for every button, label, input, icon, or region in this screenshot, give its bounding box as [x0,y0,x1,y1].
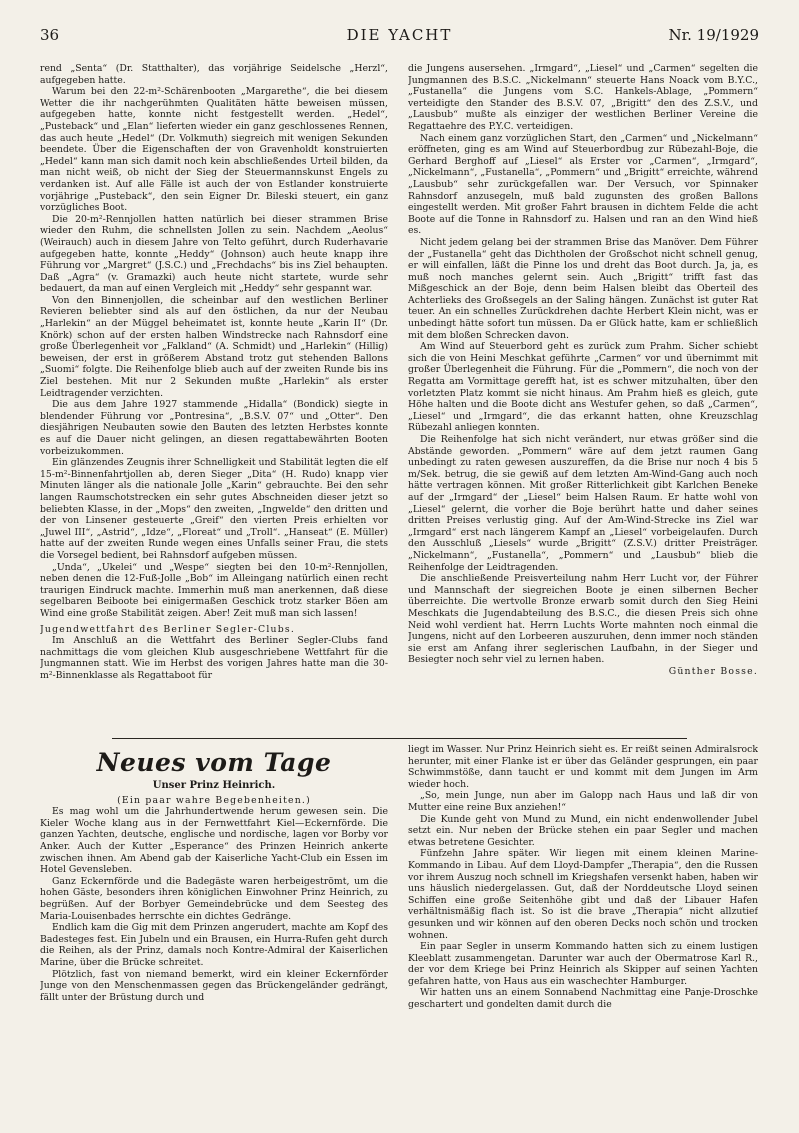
paragraph: Ganz Eckernförde und die Badegäste waren herbeigeströmt, um die hohen Gäste, besonders ihren königlichen Einwohner Prinz Heinrich, zu begrüßen. Auf der Borbyer Gemeindebrücke und dem Seesteg des Maria-Louisenbades herrschte ein dichtes Gedränge. [40,875,388,922]
section-heading: Jugendwettfahrt des Berliner Segler-Clubs. [40,623,295,635]
section-divider [112,738,687,739]
paragraph: „So, mein Junge, nun aber im Galopp nach Haus und laß dir von Mutter eine reine Bux anziehen!“ [408,790,758,813]
paragraph: Wir hatten uns an einem Sonnabend Nachmittag eine Panje-Droschke geschartert und gondelten damit durch die [408,987,758,1011]
regatta-report-left-column [40,63,388,721]
paragraph: Plötzlich, fast von niemand bemerkt, wird ein kleiner Eckernförder Junge von den Menschenmassen gegen das Brückengeländer gedrängt, fällt unter der Brüstung durch und [40,968,388,1003]
issue-number: Nr. 19/1929 [668,26,759,44]
paragraph: die Jungens ausersehen. „Irmgard“, „Liesel“ und „Carmen“ segelten die Jungmannen des B.S.C. „Nickelmann“ steuerte Hans Noack vom B.Y.C., „Fustanella“ die Jungens vom S.C. Hankels-Ablage, „Pommern“ verteidigte den Stander des B.S.V. 07, „Brigitt“ den des Z.S.V., und „Lausbub“ mußte als einziger der westlichen Berliner Vereine die Regattaehre des P.Y.C. verteidigen. [408,63,758,132]
news-right-column [408,744,758,1114]
paragraph: rend „Senta“ (Dr. Statthalter), das vorjährige Seidelsche „Herzl“, aufgegeben hatte. [40,63,388,86]
news-left-column [40,744,388,1114]
journal-title: DIE YACHT [346,26,453,44]
section-title: Neues vom Tage [96,748,332,777]
regatta-report-right-column [408,63,758,731]
page-number: 36 [40,26,60,44]
article-title: Unser Prinz Heinrich. [152,780,276,791]
paragraph: Von den Binnenjollen, die scheinbar auf den westlichen Berliner Revieren beliebter sind als auf den östlichen, da nur der Neubau „Harlekin“ an der Müggel beheimatet ist, konnte heute „Karin II“ (Dr. Knörk) schon auf der ersten halben Windstrecke nach Rahnsdorf eine große Überlegenheit vor „Falkland“ (A. Schmidt) und „Harlekin“ (Hillig) beweisen, der erst in größerem Abstand trotz gut stehenden Ballons „Suomi“ folgte. Die Reihenfolge blieb auch auf der zweiten Runde bis ins Ziel bestehen. Mit nur 2 Sekunden mußte „Harlekin“ als erster Leidtragender verzichten. [40,294,388,399]
paragraph: Die Reihenfolge hat sich nicht verändert, nur etwas größer sind die Abstände geworden. „Pommern“ wäre auf dem jetzt raumen Gang unbedingt zu raten gewesen auszureffen, da die Brise nur noch 4 bis 5 m/Sek. betrug, die sie gewiß auf dem letzten Am-Wind-Gang auch noch hätte vertragen können. Mit großer Ritterlichkeit gibt Karlchen Beneke auf der „Irmgard“ der „Liesel“ beim Halsen Raum. Er hatte wohl von „Liesel“ gelernt, die vorher die Boje berührt hatte und daher seines dritten Preises verlustig ging. Auf der Am-Wind-Strecke ins Ziel war „Irmgard“ erst nach längerem Kampf an „Liesel“ vorbeigelaufen. Durch den Ausschluß „Liesels“ wurde „Brigitt“ (Z.S.V.) dritter Preisträger. „Nickelmann“, „Fustanella“, „Pommern“ und „Lausbub“ blieb die Reihenfolge der Leidtragenden. [408,434,758,573]
paragraph: Es mag wohl um die Jahrhundertwende herum gewesen sein. Die Kieler Woche klang aus in der Fernwettfahrt Kiel—Eckernförde. Die ganzen Yachten, deutsche, englische und nordische, lagen vor Borby vor Anker. Auch der Kutter „Esperance“ des Prinzen Heinrich ankerte zwischen ihnen. Am Abend gab der Kaiserliche Yacht-Club ein Essen im Hotel Gevensleben. [40,806,388,876]
page-header [0,20,799,42]
paragraph: Die Kunde geht von Mund zu Mund, ein nicht endenwollender Jubel setzt ein. Nur neben der Brücke stehen ein paar Segler und machen etwas betretene Gesichter. [408,813,758,848]
paragraph: liegt im Wasser. Nur Prinz Heinrich sieht es. Er reißt seinen Admiralsrock herunter, mit einer Flanke ist er über das Geländer gesprungen, ein paar Schwimmstöße, dann taucht er und kommt mit dem Jungen im Arm wieder hoch. [408,744,758,790]
author-signature: Günther Bosse. [668,665,758,677]
paragraph: Die anschließende Preisverteilung nahm Herr Lucht vor, der Führer und Mannschaft der siegreichen Boote je einen silbernen Becher überreichte. Die wertvolle Bronze erwarb somit durch den Sieg Heini Meschkats die Jugendabteilung des B.S.C., die diesen Preis sich ohne Neid wohl verdient hat. Herrn Luchts Worte mahnten noch einmal die Jungens, nicht auf den Lorbeeren auszuruhen, denn immer noch ständen sie erst am Anfang ihrer seglerischen Laufbahn, in der Sieger und Besiegter noch sehr viel zu lernen haben. [408,573,758,666]
article-kicker: (Ein paar wahre Begebenheiten.) [117,794,311,806]
paragraph: Die 20-m²-Rennjollen hatten natürlich bei dieser strammen Brise wieder den Ruhm, die schnellsten Jollen zu sein. Nachdem „Aeolus“ (Weirauch) auch in diesem Jahre von Telto geführt, durch Ruderhavarie aufgegeben hatte, konnte „Heddy“ (Johnson) auch heute knapp ihre Führung vor „Margret“ (J.S.C.) und „Frechdachs“ bis ins Ziel behaupten. Daß „Agra“ (v. Gramazki) auch heute nicht startete, wurde sehr bedauert, da man auf einen Vergleich mit „Heddy“ sehr gespannt war. [40,213,388,295]
paragraph: Endlich kam die Gig mit dem Prinzen angerudert, machte am Kopf des Badesteges fest. Ein Jubeln und ein Brausen, ein Hurra-Rufen geht durch die Reihen, als der Prinz, damals noch Kontre-Admiral der Kaiserlichen Marine, über die Brücke schreitet. [40,922,388,968]
paragraph: Nicht jedem gelang bei der strammen Brise das Manöver. Dem Führer der „Fustanella“ geht das Dichtholen der Großschot nicht schnell genug, er will einfallen, läßt die Pinne los und dreht das Boot durch. Ja, ja, es muß noch manches gelernt sein. Auch „Brigitt“ trifft fast das Mißgeschick an der Boje, denn beim Halsen bleibt das Oberteil des Achterlieks des Großsegels an der Saling hängen. Zunächst ist guter Rat teuer. An ein schnelles Zurückdrehen dachte Herbert Klein nicht, was er unbedingt hätte sofort tun müssen. Da er Glück hatte, kam er schließlich mit dem bloßen Schrecken davon. [408,236,758,341]
paragraph: Fünfzehn Jahre später. Wir liegen mit einem kleinen Marine-Kommando in Libau. Auf dem Lloyd-Dampfer „Therapia“, den die Russen vor ihrem Auszug noch schnell im Kriegshafen versenkt haben, haben wir uns häuslich niedergelassen. Gut, daß der Norddeutsche Lloyd seinen Schiffen eine große Seitenhöhe gibt und daß der Libauer Hafen verhältnismäßig flach ist. So ist die brave „Therapia“ nicht allzutief gesunken und wir können auf den oberen Decks noch schön und trocken wohnen. [408,848,758,941]
paragraph: Warum bei den 22-m²-Schärenbooten „Margarethe“, die bei diesem Wetter die ihr nachgerühmten Qualitäten hätte beweisen müssen, aufgegeben hatte, konnte nicht festgestellt werden. „Hedel“, „Pusteback“ und „Elan“ lieferten wieder ein ganz geschlossenes Rennen, das auch heute „Hedel“ (Dr. Volkmuth) siegreich mit wenigen Sekunden beendete. Über die Eigenschaften der von Gravenholdt konstruierten „Hedel“ kann man sich damit noch kein abschließendes Urteil bilden, da man nicht weiß, ob nicht der Sieg der Steuermannskunst Engels zu verdanken ist. Auf alle Fälle ist auch der von Estlander konstruierte vorjährige „Pusteback“, den sein Eigner Dr. Bileski steuert, ein ganz vorzügliches Boot. [40,86,388,214]
paragraph: Am Wind auf Steuerbord geht es zurück zum Prahm. Sicher schiebt sich die von Heini Meschkat geführte „Carmen“ vor und übernimmt mit großer Überlegenheit die Führung. Für die „Pommern“, die noch von der Regatta am Vormittage gerefft hat, ist es schwer mitzuhalten, über den vorletzten Platz kommt sie nicht hinaus. Am Prahm hieß es gleich, gute Höhe halten und die Boote dicht ans Westufer gehen, so daß „Carmen“, „Liesel“ und „Irmgard“, die das erkannt hatten, ohne Kreuzschlag Rübezahl anliegen konnten. [408,341,758,434]
paragraph: Nach einem ganz vorzüglichen Start, den „Carmen“ und „Nickelmann“ eröffneten, ging es am Wind auf Steuerbordbug zur Rübezahl-Boje, die Gerhard Berghoff auf „Liesel“ als Erster vor „Carmen“, „Irmgard“, „Nickelmann“, „Fustanella“, „Pommern“ und „Brigitt“ erreichte, während „Lausbub“ sehr zurückgefallen war. Der Versuch, vor Spinnaker Rahnsdorf anzusegeln, muß bald zugunsten des großen Ballons eingestellt werden. Mit großer Fahrt brausen in dichtem Felde die acht Boote auf die Tonne in Rahnsdorf zu. Halsen und ran an den Wind hieß es. [408,132,758,237]
paragraph: Ein paar Segler in unserm Kommando hatten sich zu einem lustigen Kleeblatt zusammengetan. Darunter war auch der Obermatrose Karl R., der vor dem Kriege bei Prinz Heinrich als Skipper auf seinen Yachten gefahren hatte, von Haus aus ein waschechter Hamburger. [408,941,758,987]
paragraph: Ein glänzendes Zeugnis ihrer Schnelligkeit und Stabilität legten die elf 15-m²-Binnenfahrtjollen ab, deren Sieger „Dita“ (H. Rudo) knapp vier Minuten länger als die nationale Jolle „Karin“ gebrauchte. Bei den sehr langen Raumschotstrecken ein sehr gutes Abschneiden dieser jetzt so beliebten Klasse, in der „Mops“ den zweiten, „Ingwelde“ den dritten und der von Linsener gesteuerte „Greif“ den vierten Preis erhielten vor „Juwel III“, „Astrid“, „Idze“, „Floreat“ und „Troll“. „Hanseat“ (E. Müller) hatte auf der zweiten Runde wegen eines Unfalls seiner Frau, die stets die Vorsegel bedient, bei Rahnsdorf aufgeben müssen. [40,457,388,561]
paragraph: Die aus dem Jahre 1927 stammende „Hidalla“ (Bondick) siegte in blendender Führung vor „Pontresina“, „B.S.V. 07“ und „Otter“. Den diesjährigen Neubauten sowie den Bauten des letzten Herbstes konnte es auf die Dauer nicht gelingen, an diesen regattabewährten Booten vorbeizukommen. [40,399,388,457]
paragraph: „Unda“, „Ukelei“ und „Wespe“ siegten bei den 10-m²-Rennjollen, neben denen die 12-Fuß-Jolle „Bob“ im Alleingang natürlich einen recht traurigen Eindruck machte. Immerhin muß man anerkennen, daß diese segelbaren Beiboote bei einigermaßen Geschick trotz starker Böen am Wind eine große Stabilität zeigen. Aber! Zeit muß man sich lassen! [40,561,388,619]
paragraph: Im Anschluß an die Wettfahrt des Berliner Segler-Clubs fand nachmittags die vom gleichen Klub ausgeschriebene Wettfahrt für die Jungmannen statt. Wie im Herbst des vorigen Jahres hatte man die 30-m²-Binnenklasse als Regattaboot für [40,635,388,681]
